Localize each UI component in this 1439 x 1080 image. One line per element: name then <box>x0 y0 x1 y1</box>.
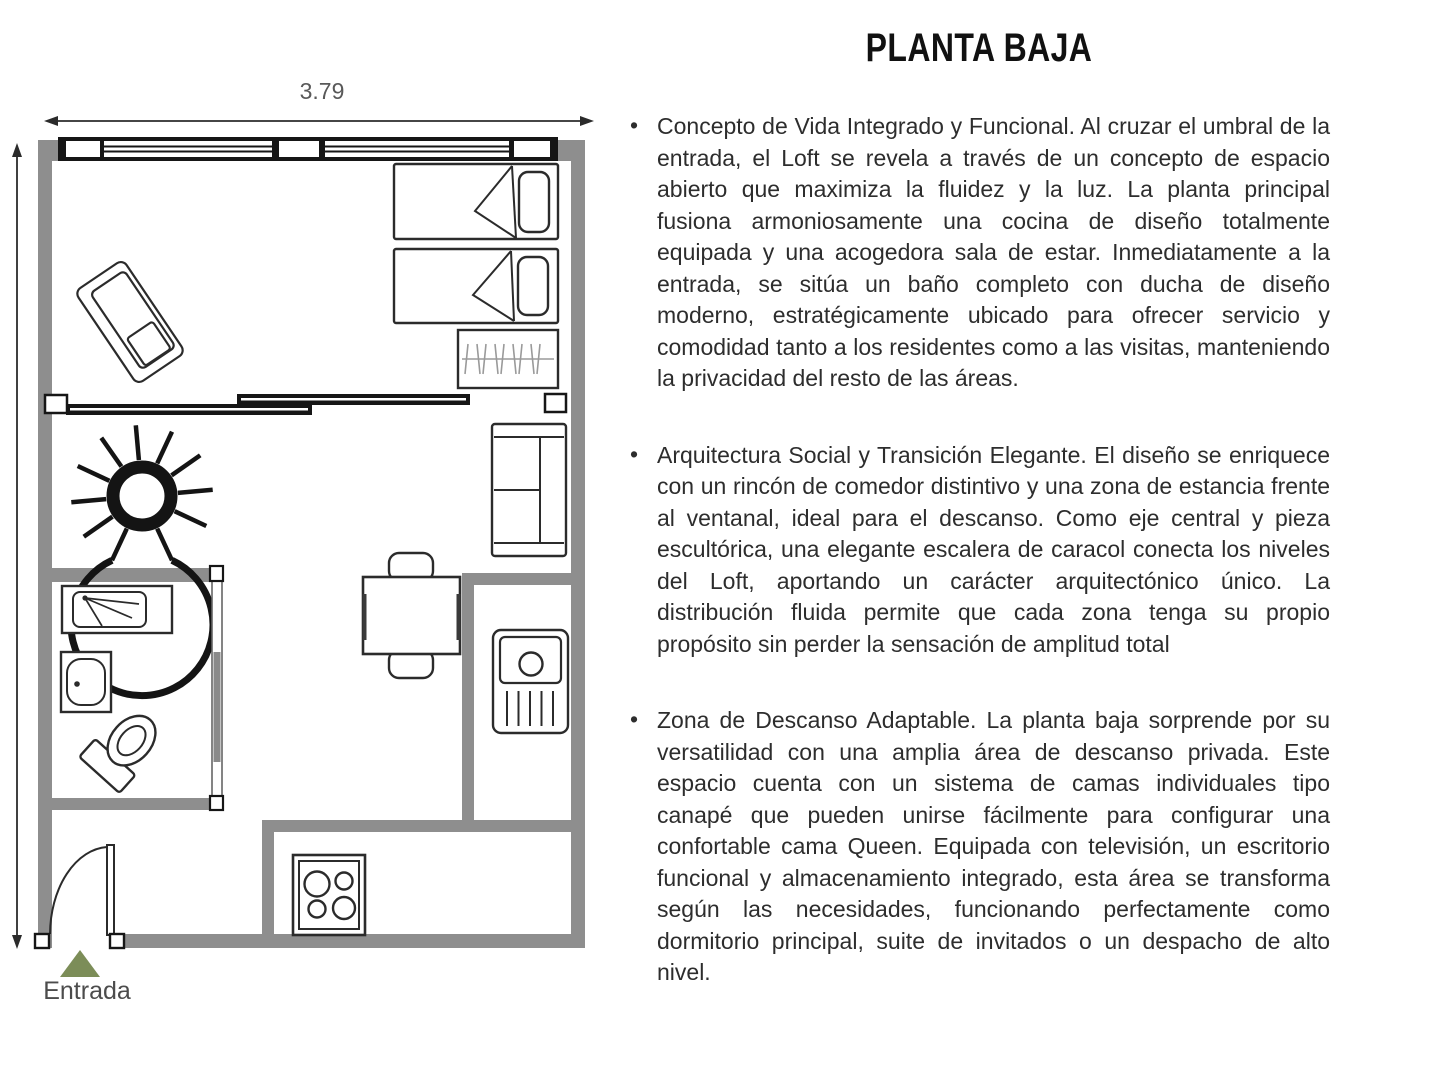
single-bed-2 <box>394 249 558 323</box>
floor-plan <box>0 0 620 1080</box>
height-dimension-arrow <box>12 143 22 949</box>
wardrobe-icon <box>458 330 558 388</box>
bullet-zona-descanso: • Zona de Descanso Adaptable. La planta baja sorprende por su versatilidad con una amplia área de descanso privada. Este espacio cuenta con un sistema de camas individuales tipo canapé que pueden unirse fácilmente para configurar una confortable cama Queen. Equipada con televisión, un escritorio funcional y almacenamiento integrado, esta área se transforma según las necesidades, funcionando perfectamente como dormitorio principal, suite de invitados o un despacho de alto nivel. <box>628 705 1330 989</box>
shower-icon <box>62 586 172 633</box>
diagonal-sofa-icon <box>75 259 186 384</box>
entrance-arrow-icon <box>60 950 100 977</box>
kitchen-sink-icon <box>493 630 568 733</box>
bullet-concepto: • Concepto de Vida Integrado y Funcional. Al cruzar el umbral de la entrada, el Loft se revela a través de un concepto de espacio abierto que maximiza la fluidez y la luz. La planta principal fusiona armoniosamente una cocina de diseño totalmente equipada y una acogedora sala de estar. Inmediatamente a la entrada, se sitúa un baño completo con ducha de diseño moderno, estratégicamente ubicado para ofrecer servicio y comodidad tanto a los residentes como a las visitas, manteniendo la privacidad del resto de las áreas. <box>628 111 1330 395</box>
description-panel <box>628 26 1330 1034</box>
width-dimension-label: 3.79 <box>299 78 345 104</box>
dining-table-icon <box>363 577 460 654</box>
bathroom-sliding-door-icon <box>210 566 223 810</box>
toilet-icon <box>79 701 169 793</box>
bullet-arquitectura: • Arquitectura Social y Transición Elegante. El diseño se enriquece con un rincón de comedor distintivo y una zona de estancia frente al ventanal, ideal para el descanso. Como eje central y pieza escultórica, una elegante escalera de caracol conecta los niveles del Loft, aportando un carácter arquitectónico único. La distribución fluida permite que cada zona tenga su propio propósito sin perder la sensación de amplitud total <box>628 440 1330 661</box>
sliding-partition-icon <box>45 394 566 415</box>
stove-icon <box>293 855 365 935</box>
single-bed-1 <box>394 164 558 239</box>
window-band-icon <box>58 137 558 161</box>
right-sofa-icon <box>492 424 566 556</box>
width-dimension-arrow <box>44 116 594 126</box>
description-list <box>628 111 1330 989</box>
page-title: PLANTA BAJA <box>865 26 1093 70</box>
entrance-label: Entrada <box>43 977 131 1005</box>
bathroom-sink-icon <box>61 652 111 712</box>
